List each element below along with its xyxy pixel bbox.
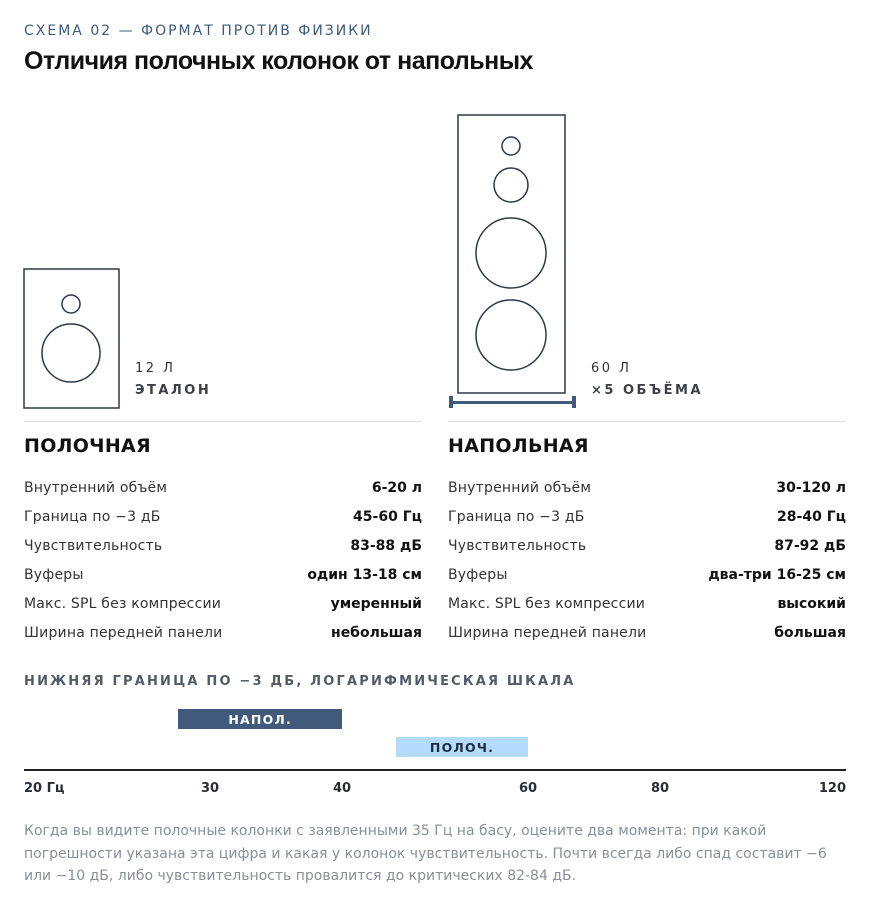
floor-spec-column [448,435,846,647]
tick-label: 80 [650,781,670,796]
spec-label: Макс. SPL без компрессии [448,595,646,612]
spec-value: 30-120 л [776,479,846,496]
spec-value: 83-88 дБ [350,537,422,554]
spec-label: Вуферы [448,566,508,583]
shelf-spec-column [24,435,422,647]
floor-heading: НАПОЛЬНАЯ [448,435,589,457]
spec-value: 87-92 дБ [774,537,846,554]
plinth-foot-left [449,396,453,408]
tick-label: 30 [200,781,220,796]
spec-label: Вуферы [24,566,84,583]
spec-value: один 13-18 см [307,566,422,583]
shelf-heading: ПОЛОЧНАЯ [24,435,151,457]
spec-row [24,589,422,618]
shelf-speaker [24,269,119,408]
tick-label: 120 [818,781,846,796]
spec-label: Внутренний объём [24,479,168,496]
spec-value: 28-40 Гц [777,508,846,525]
spec-label: Граница по −3 дБ [448,508,585,525]
floor-volume: 60 Л [591,361,632,376]
spec-label: Ширина передней панели [448,624,647,641]
spec-value: два-три 16-25 см [708,566,846,583]
tick-label: 40 [332,781,352,796]
spec-label: Граница по −3 дБ [24,508,161,525]
spec-row [448,589,846,618]
spec-value: большая [774,624,846,641]
spec-value: 6-20 л [371,479,422,496]
eyebrow: СХЕМА 02 — ФОРМАТ ПРОТИВ ФИЗИКИ [24,23,373,39]
footnote: Когда вы видите полочные колонки с заявленными 35 Гц на басу, оцените два момента: при какой погрешности указана эта цифра и какая у колонок чувствительность. Почти всегда либо спад составит −6 или −10 дБ, либо чувствительность провалится до критических 82-84 дБ. [24,823,827,884]
spec-row [24,473,422,502]
spec-label: Чувствительность [24,537,163,554]
floor-speaker-midrange [494,168,528,202]
floor-speaker [458,115,565,393]
plinth-foot-right [572,396,576,408]
spec-label: Ширина передней панели [24,624,223,641]
spec-row [448,560,846,589]
spec-label: Внутренний объём [448,479,592,496]
floor-caption: ×5 ОБЪЁМА [591,383,704,398]
spec-label: Чувствительность [448,537,587,554]
spec-value: небольшая [331,624,422,641]
spec-row [448,502,846,531]
spec-value: высокий [777,595,846,612]
spec-value: умеренный [330,595,422,612]
floor-speaker-woofer-2 [476,300,546,370]
shelf-speaker-cabinet [24,269,119,408]
floor-speaker-label [591,358,703,402]
spec-value: 45-60 Гц [353,508,422,525]
floor-divider [448,421,846,422]
tick-label: 20 Гц [24,781,65,796]
tick-label: 60 [518,781,538,796]
shelf-speaker-label [135,358,211,402]
shelf-range-bar [396,737,528,757]
shelf-volume: 12 Л [135,361,176,376]
floor-speaker-woofer-1 [476,218,546,288]
spec-row [448,531,846,560]
shelf-caption: ЭТАЛОН [135,383,212,398]
spec-row [24,618,422,647]
shelf-range-label: ПОЛОЧ. [429,739,495,755]
spec-row [24,531,422,560]
shelf-speaker-woofer [42,324,100,382]
floor-range-label: НАПОЛ. [228,711,292,727]
spec-row [24,502,422,531]
floor-speaker-tweeter [502,137,520,155]
shelf-speaker-tweeter [62,295,80,313]
spec-row [24,560,422,589]
plinth-bar [449,401,576,404]
speaker-illustration [0,0,870,420]
floor-speaker-plinth [449,396,576,408]
page-title: Отличия полочных колонок от напольных [24,47,533,75]
floor-range-bar [178,709,342,729]
spec-row [448,618,846,647]
floor-speaker-cabinet [458,115,565,393]
scale-axis [24,769,846,771]
spec-row [448,473,846,502]
shelf-divider [24,421,422,422]
spec-label: Макс. SPL без компрессии [24,595,222,612]
scale-title: НИЖНЯЯ ГРАНИЦА ПО −3 ДБ, ЛОГАРИФМИЧЕСКАЯ ШКАЛА [24,674,576,689]
